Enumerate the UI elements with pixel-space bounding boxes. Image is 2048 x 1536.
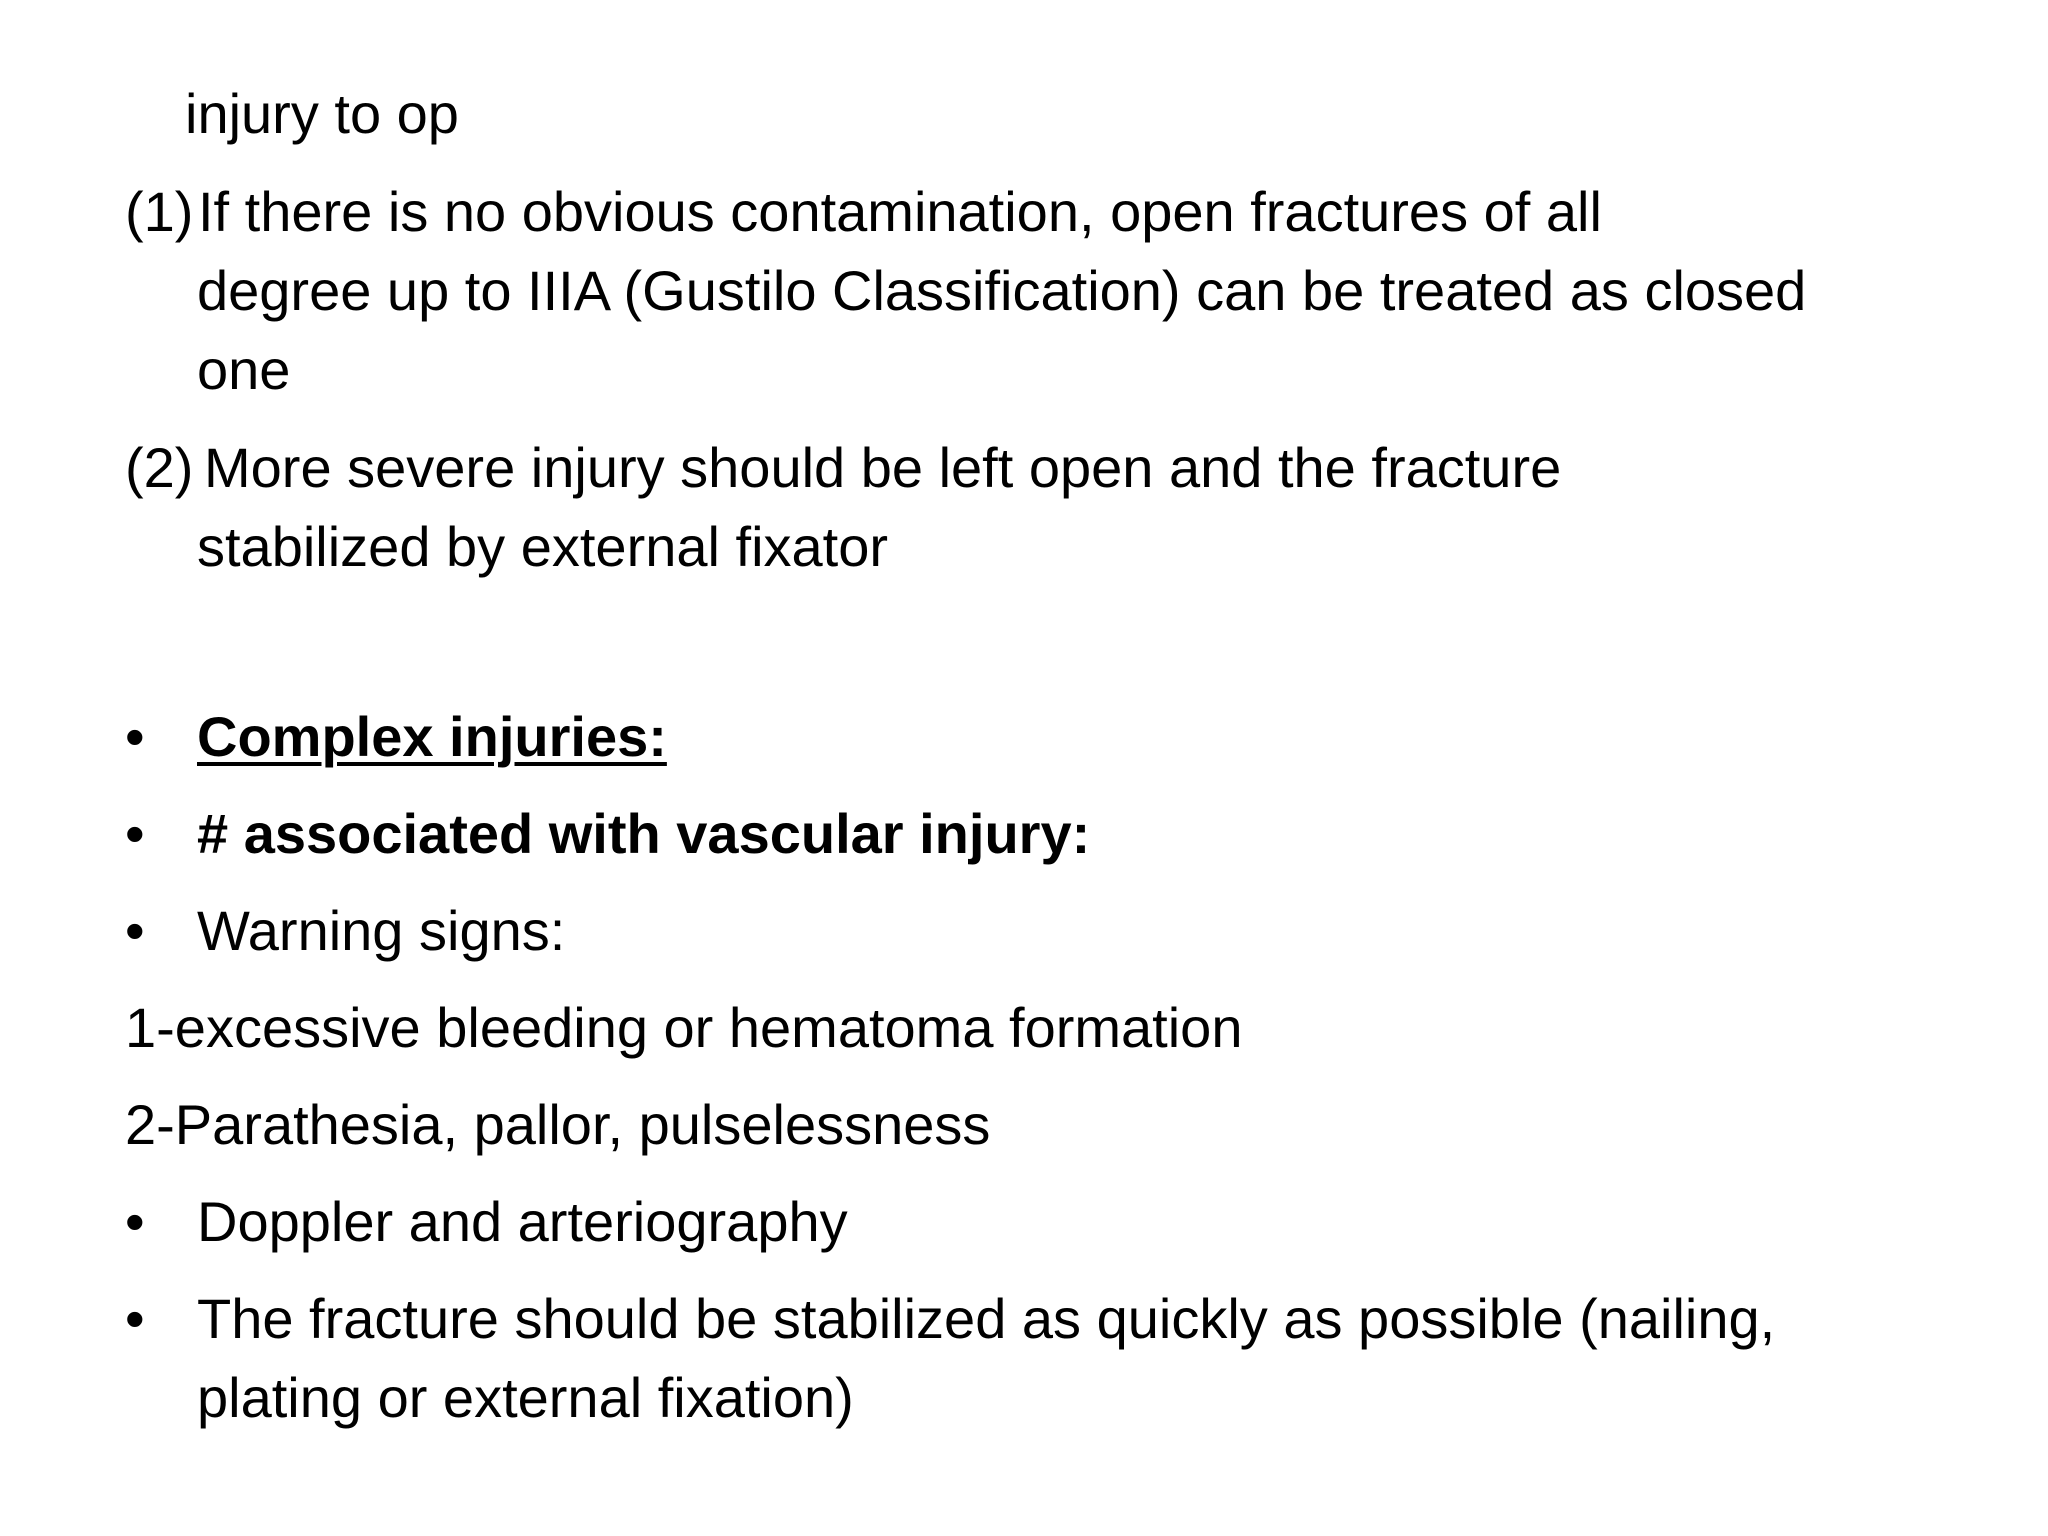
warning-sign-2: 2-Parathesia, pallor, pulselessness (125, 1093, 991, 1156)
warning-signs-label: Warning signs: (197, 899, 566, 962)
warning-sign-1: 1-excessive bleeding or hematoma formation (125, 996, 1243, 1059)
bullet-dot: • (125, 1190, 145, 1253)
numbered-item-1-number: (1) (125, 180, 194, 243)
bullet-dot: • (125, 705, 145, 768)
bullet-dot: • (125, 899, 145, 962)
vascular-injury-heading: # associated with vascular injury: (197, 802, 1091, 865)
numbered-item-2-number: (2) (125, 436, 194, 499)
doppler-item: Doppler and arteriography (197, 1190, 848, 1253)
complex-injuries-heading: Complex injuries: (197, 705, 667, 768)
numbered-item-2-line-2: stabilized by external fixator (197, 515, 889, 578)
numbered-item-2-line-1: More severe injury should be left open and the fracture (204, 436, 1562, 499)
intro-line: injury to op (185, 82, 459, 145)
numbered-item-1-line-3: one (197, 338, 291, 401)
bullet-dot: • (125, 1287, 145, 1350)
numbered-item-1-line-2: degree up to IIIA (Gustilo Classification) can be treated as closed (197, 259, 1807, 322)
numbered-item-1-line-1: If there is no obvious contamination, open fractures of all (198, 180, 1602, 243)
stabilize-line-1: The fracture should be stabilized as quickly as possible (nailing, (197, 1287, 1776, 1350)
stabilize-line-2: plating or external fixation) (197, 1366, 854, 1429)
bullet-dot: • (125, 802, 145, 865)
